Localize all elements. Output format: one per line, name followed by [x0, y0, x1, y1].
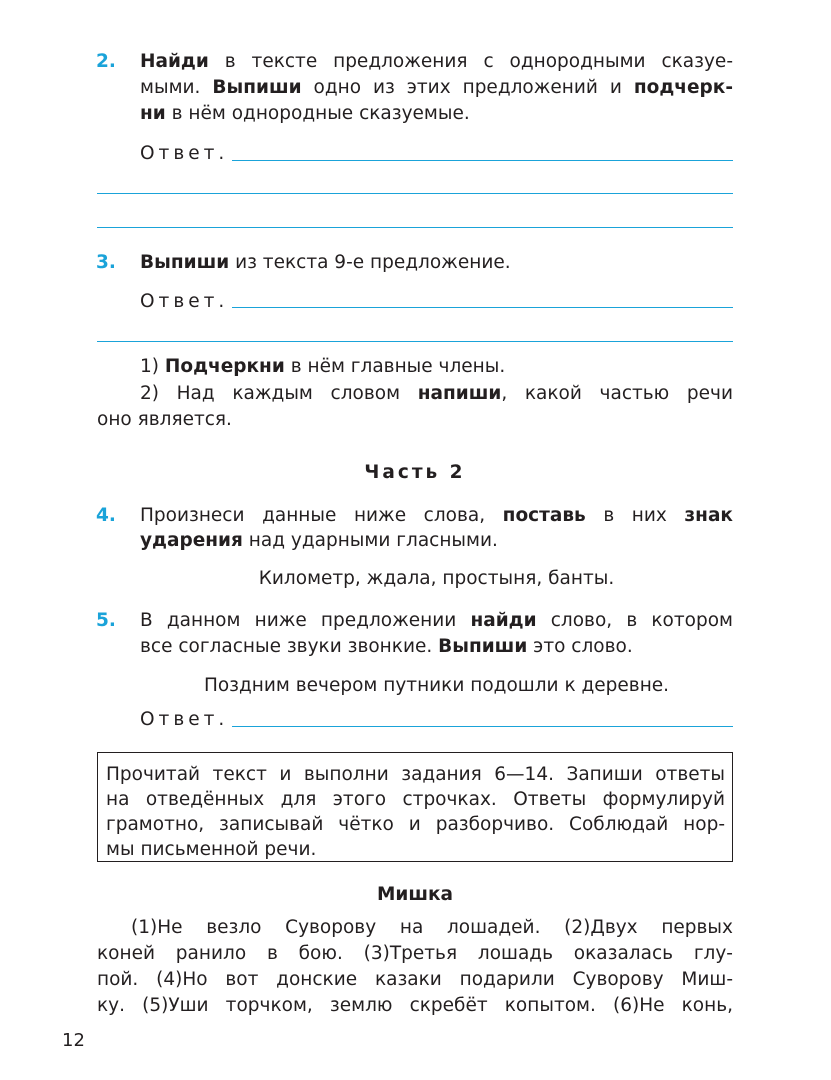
answer-label: Ответ.: [140, 143, 229, 164]
task-4-line-2: [0, 526, 831, 556]
task-text: все согласные звуки звонкие.: [140, 636, 439, 657]
instruction-line-1: Прочитай текст и выполни задания 6—14. Запиши ответы: [106, 764, 725, 785]
task-text: мыми.: [140, 77, 213, 98]
task-text: В данном ниже предложении: [140, 610, 471, 631]
keyword: Выпиши: [140, 252, 230, 273]
story-line-3: пой. (4)Но вот донские казаки подарили Суворову Миш-: [97, 969, 733, 990]
task-2-line-3: [0, 99, 831, 129]
keyword: поставь: [502, 505, 586, 526]
keyword: Подчеркни: [164, 356, 285, 377]
sub-task-2-cont: оно является.: [97, 409, 232, 430]
story-title: Мишка: [376, 884, 454, 905]
story-line-4: ку. (5)Уши торчком, землю скребёт копытом. (6)Не конь,: [97, 995, 733, 1016]
keyword: Выпиши: [438, 636, 528, 657]
keyword: подчерк-: [633, 77, 734, 98]
instruction-line-2: на отведённых для этого строчках. Ответы формулируй: [106, 789, 725, 810]
task-text: Произнеси данные ниже слова,: [140, 505, 503, 526]
keyword: Найди: [140, 51, 209, 72]
task-text: в нём однородные сказуемые.: [165, 103, 470, 124]
task-text: 2) Над каждым словом: [140, 383, 418, 404]
task-5-line-2: [0, 632, 831, 662]
instruction-line-4: мы письменной речи.: [106, 839, 317, 860]
instruction-line-3: грамотно, записывай чётко и разборчиво. Соблюдай нор-: [106, 814, 725, 835]
task-text: слово, в котором: [536, 610, 733, 631]
answer-line[interactable]: [232, 307, 733, 308]
task-number: 4.: [96, 505, 116, 526]
page-number: 12: [62, 1030, 85, 1051]
task-text: в тексте предложения с однородными сказуе-: [208, 51, 733, 72]
answer-line[interactable]: [232, 726, 733, 727]
story-line-2: коней ранило в бою. (3)Третья лошадь оказалась глу-: [97, 943, 733, 964]
keyword: напиши: [417, 383, 502, 404]
answer-line[interactable]: [232, 160, 733, 161]
task-text: над ударными гласными.: [242, 530, 498, 551]
example-sentence: Поздним вечером путники подошли к деревне.: [203, 675, 670, 696]
answer-line[interactable]: [97, 193, 733, 194]
answer-label: Ответ.: [140, 709, 229, 730]
task-text: 1): [140, 356, 165, 377]
answer-line[interactable]: [97, 341, 733, 342]
answer-label: Ответ.: [140, 291, 229, 312]
keyword: Выпиши: [212, 77, 302, 98]
task-text: в нём главные члены.: [284, 356, 506, 377]
keyword: ударения: [140, 530, 243, 551]
answer-line[interactable]: [97, 227, 733, 228]
word-list: Километр, ждала, простыня, банты.: [258, 568, 615, 589]
sub-task-1: [0, 352, 831, 382]
keyword: найди: [470, 610, 537, 631]
task-text: одно из этих предложений и: [301, 77, 634, 98]
task-number: 3.: [96, 252, 116, 273]
task-text: это слово.: [527, 636, 633, 657]
task-number: 5.: [96, 610, 116, 631]
task-text: в них: [585, 505, 685, 526]
story-line-1: (1)Не везло Суворову на лошадей. (2)Двух первых: [131, 917, 733, 938]
task-text: из текста 9-е предложение.: [229, 252, 511, 273]
keyword: ни: [140, 103, 166, 124]
keyword: знак: [684, 505, 733, 526]
task-3-line-1: [0, 248, 831, 278]
section-heading: Часть 2: [364, 462, 466, 483]
task-number: 2.: [96, 51, 116, 72]
task-text: , какой частью речи: [501, 383, 733, 404]
